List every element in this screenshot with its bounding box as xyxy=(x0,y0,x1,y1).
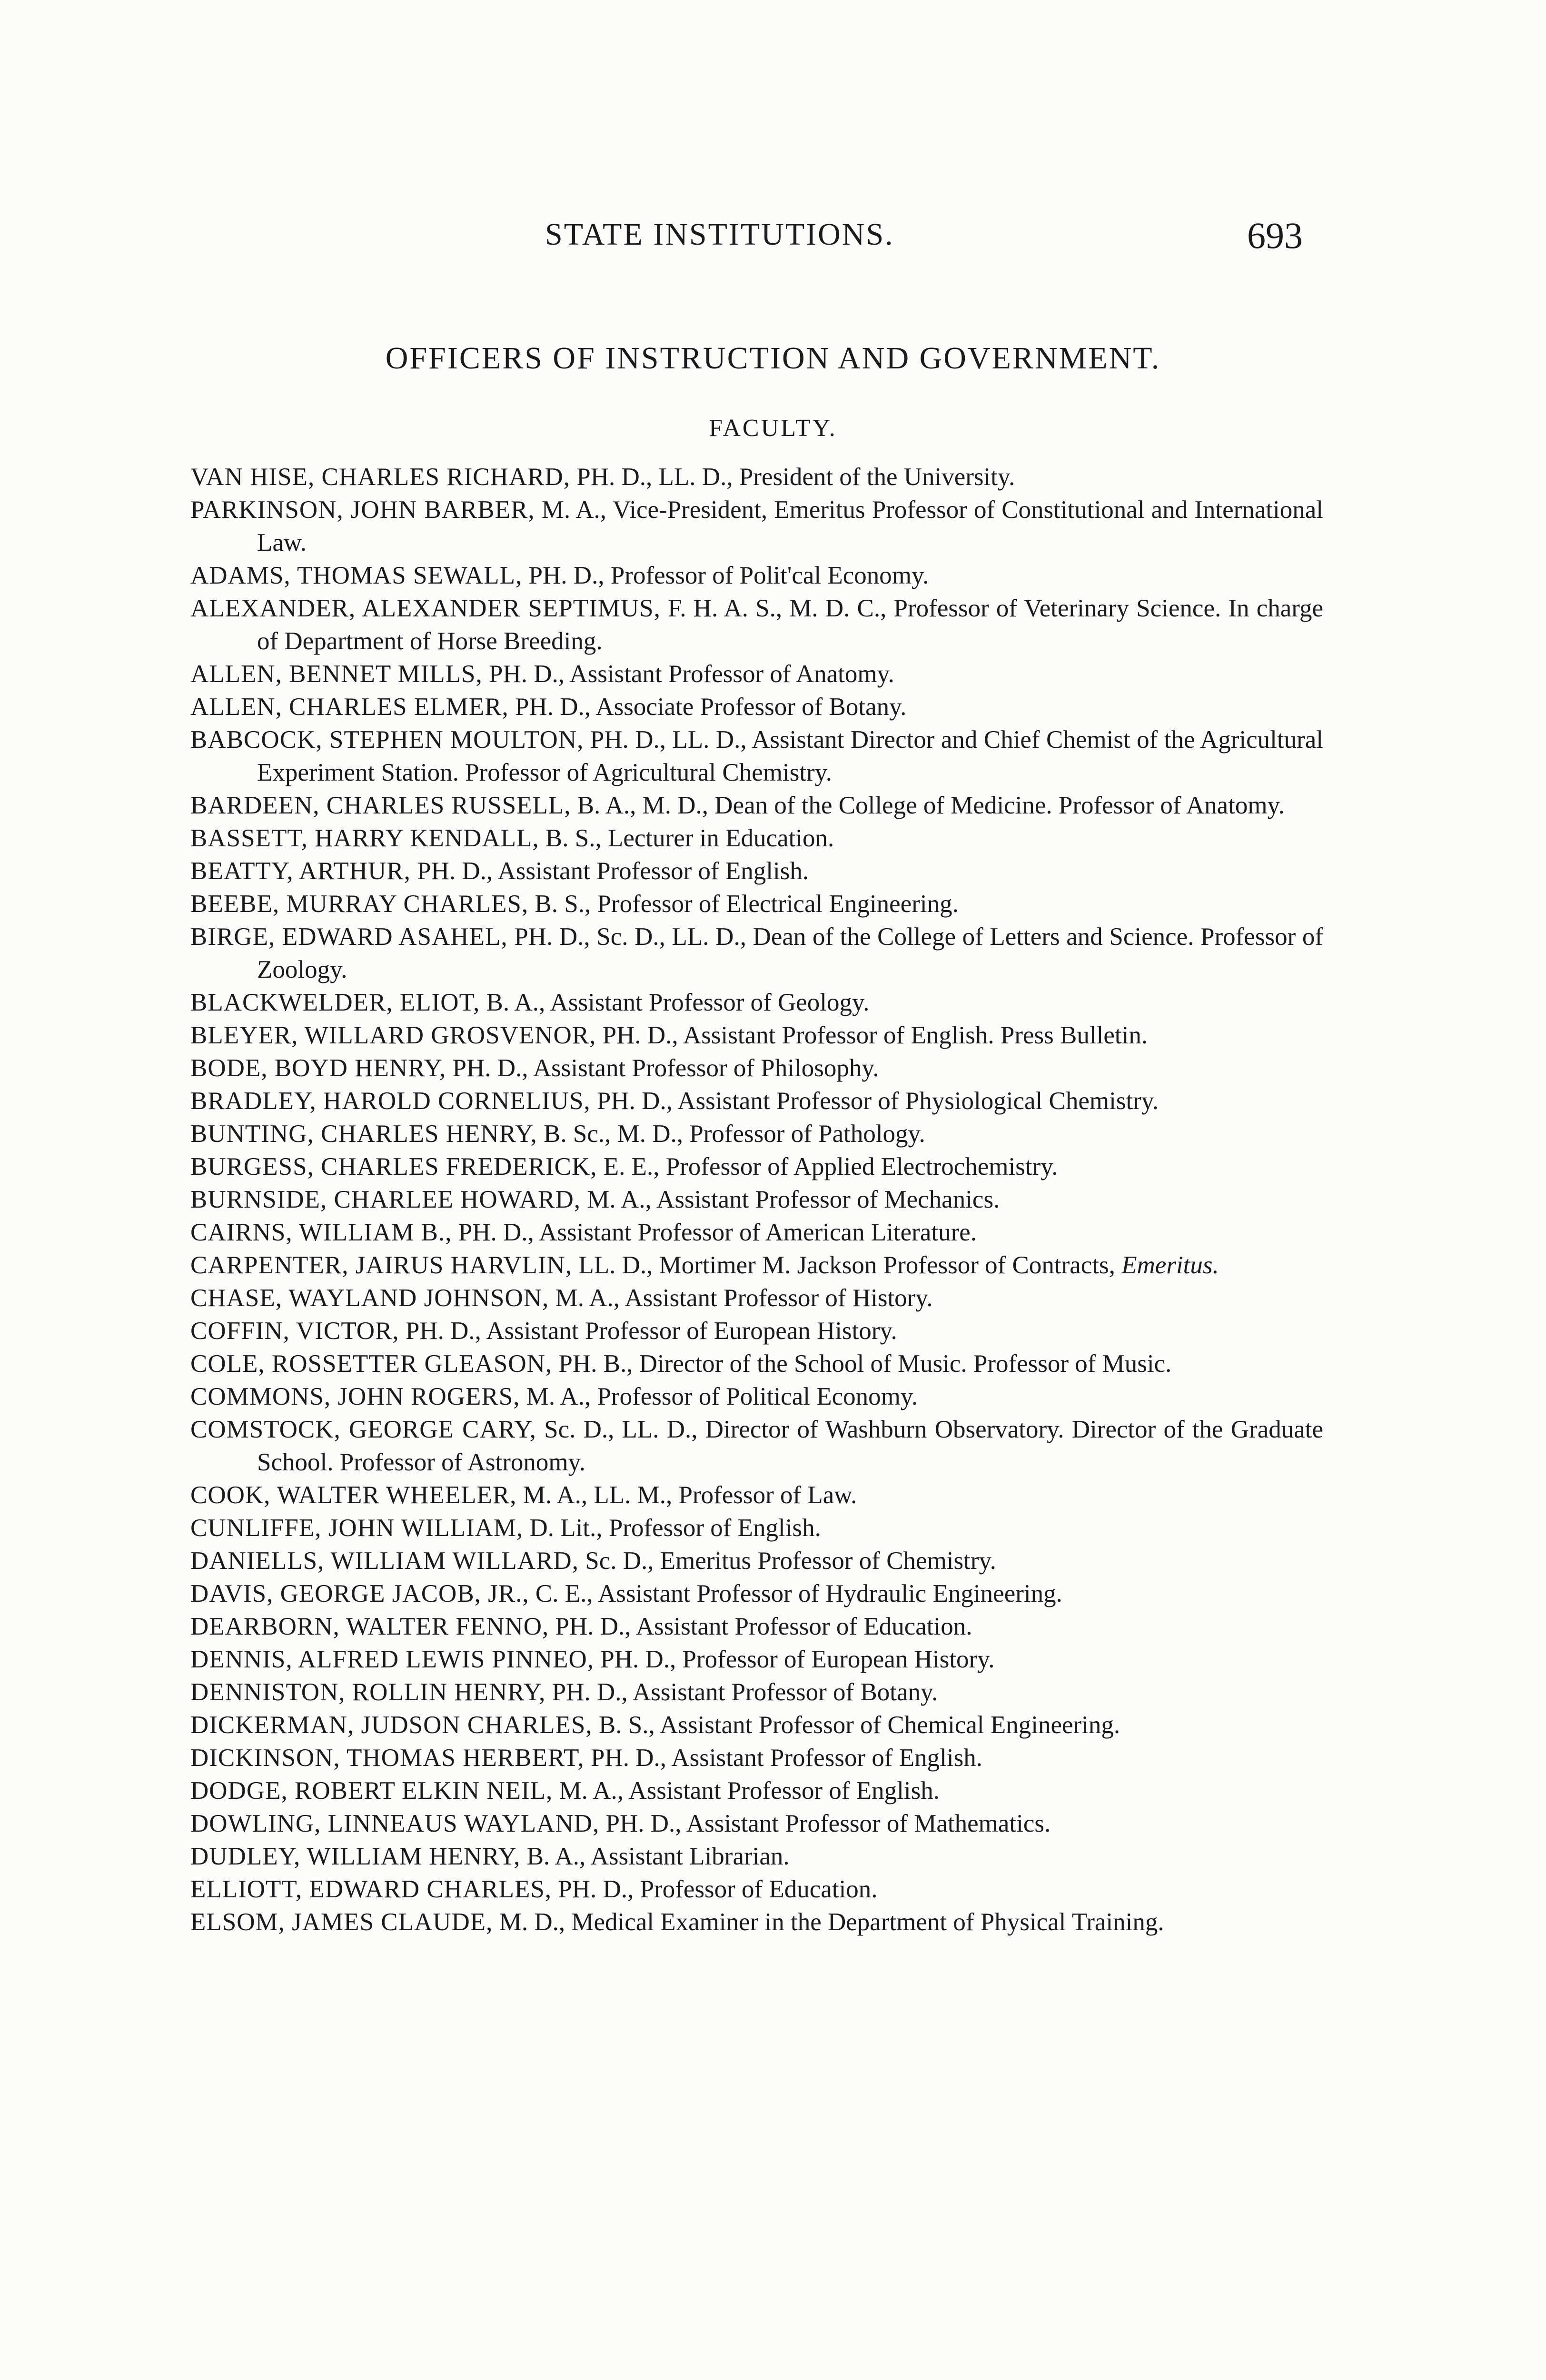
faculty-entry xyxy=(190,1282,1323,1315)
faculty-entry xyxy=(190,592,1323,658)
faculty-details: B. Sc., M. D., Professor of Pathology. xyxy=(544,1120,925,1148)
faculty-name: DUDLEY, WILLIAM HENRY, xyxy=(190,1843,521,1870)
faculty-details: PH. D., Assistant Professor of English. Press Bulletin. xyxy=(602,1021,1148,1049)
faculty-entry xyxy=(190,888,1323,921)
faculty-entry xyxy=(190,1249,1323,1282)
faculty-entry xyxy=(190,1643,1323,1676)
faculty-details: PH. D., Assistant Professor of Philosophy. xyxy=(452,1054,879,1082)
faculty-entry xyxy=(190,822,1323,855)
faculty-details: B. A., Assistant Professor of Geology. xyxy=(486,989,870,1016)
faculty-entry xyxy=(190,1019,1323,1052)
faculty-details: PH. D., Assistant Professor of Education. xyxy=(555,1613,972,1640)
faculty-entry xyxy=(190,1118,1323,1150)
section-title: OFFICERS OF INSTRUCTION AND GOVERNMENT. xyxy=(385,341,1161,376)
faculty-entry xyxy=(190,559,1323,592)
faculty-entry xyxy=(190,1742,1323,1775)
faculty-details: M. A., Assistant Professor of English. xyxy=(559,1777,940,1805)
faculty-details: M. A., Vice-President, Emeritus Professor of Constitutional and International Law. xyxy=(257,496,1324,556)
faculty-entry xyxy=(190,1775,1323,1807)
faculty-details-italic: Emeritus. xyxy=(1121,1251,1219,1279)
faculty-details: PH. D., Sc. D., LL. D., Dean of the College of Letters and Science. Professor of Zoology. xyxy=(257,923,1324,983)
faculty-heading: FACULTY. xyxy=(709,415,837,442)
faculty-name: DODGE, ROBERT ELKIN NEIL, xyxy=(190,1777,553,1805)
faculty-details: B. S., Professor of Electrical Engineering. xyxy=(535,890,959,918)
faculty-details: F. H. A. S., M. D. C., Professor of Veterinary Science. In charge of Department of Horse Breeding. xyxy=(257,595,1323,655)
faculty-name: ELLIOTT, EDWARD CHARLES, xyxy=(190,1875,552,1903)
faculty-name: COLE, ROSSETTER GLEASON, xyxy=(190,1350,553,1378)
faculty-entry xyxy=(190,1512,1323,1545)
page-header xyxy=(0,217,1546,259)
faculty-name: BLEYER, WILLARD GROSVENOR, xyxy=(190,1021,596,1049)
faculty-name: ADAMS, THOMAS SEWALL, xyxy=(190,562,523,589)
faculty-details: PH. D., Assistant Professor of American Literature. xyxy=(458,1219,977,1246)
faculty-details: PH. D., Assistant Professor of Physiological Chemistry. xyxy=(596,1087,1159,1115)
faculty-name: ELSOM, JAMES CLAUDE, xyxy=(190,1908,493,1936)
faculty-name: DANIELLS, WILLIAM WILLARD, xyxy=(190,1547,579,1575)
faculty-details: LL. D., Mortimer M. Jackson Professor of Contracts, xyxy=(578,1251,1115,1279)
faculty-name: COMSTOCK, GEORGE CARY, xyxy=(190,1416,536,1443)
faculty-details: PH. D., LL. D., President of the University. xyxy=(576,463,1015,491)
faculty-name: DAVIS, GEORGE JACOB, JR., xyxy=(190,1580,529,1607)
faculty-entry xyxy=(190,1479,1323,1512)
faculty-name: DICKINSON, THOMAS HERBERT, xyxy=(190,1744,585,1772)
faculty-entry xyxy=(190,494,1323,559)
faculty-entry xyxy=(190,1380,1323,1413)
faculty-details: C. E., Assistant Professor of Hydraulic Engineering. xyxy=(535,1580,1062,1607)
faculty-details: PH. D., Assistant Professor of Botany. xyxy=(552,1678,938,1706)
faculty-name: BLACKWELDER, ELIOT, xyxy=(190,989,480,1016)
faculty-entry xyxy=(190,1183,1323,1216)
faculty-details: PH. D., LL. D., Assistant Director and Chief Chemist of the Agricultural Experiment Station. Professor of Agricultural Chemistry. xyxy=(257,726,1323,786)
faculty-name: BARDEEN, CHARLES RUSSELL, xyxy=(190,792,571,819)
faculty-details: D. Lit., Professor of English. xyxy=(529,1514,821,1542)
faculty-entry xyxy=(190,691,1323,724)
faculty-name: BUNTING, CHARLES HENRY, xyxy=(190,1120,537,1148)
faculty-details: Sc. D., Emeritus Professor of Chemistry. xyxy=(585,1547,996,1575)
faculty-details: PH. D., Assistant Professor of English. xyxy=(417,857,809,885)
faculty-name: DEARBORN, WALTER FENNO, xyxy=(190,1613,549,1640)
faculty-name: COOK, WALTER WHEELER, xyxy=(190,1481,517,1509)
faculty-details: M. A., LL. M., Professor of Law. xyxy=(523,1481,857,1509)
faculty-details: B. S., Lecturer in Education. xyxy=(545,824,834,852)
faculty-details: B. S., Assistant Professor of Chemical Engineering. xyxy=(598,1711,1120,1739)
faculty-entry xyxy=(190,1348,1323,1380)
faculty-details: PH. D., Assistant Professor of European History. xyxy=(405,1317,897,1345)
faculty-entry xyxy=(190,789,1323,822)
faculty-name: BURGESS, CHARLES FREDERICK, xyxy=(190,1153,597,1180)
faculty-details: PH. D., Assistant Professor of Anatomy. xyxy=(489,660,894,688)
faculty-details: PH. D., Professor of Polit'cal Economy. xyxy=(528,562,929,589)
faculty-details: PH. D., Associate Professor of Botany. xyxy=(515,693,907,721)
faculty-details: PH. D., Professor of Education. xyxy=(558,1875,878,1903)
faculty-entry xyxy=(190,986,1323,1019)
faculty-entry xyxy=(190,724,1323,789)
faculty-details: M. A., Assistant Professor of Mechanics. xyxy=(587,1186,1000,1213)
faculty-name: DENNIS, ALFRED LEWIS PINNEO, xyxy=(190,1646,594,1673)
faculty-entry xyxy=(190,1315,1323,1348)
faculty-name: BEEBE, MURRAY CHARLES, xyxy=(190,890,529,918)
faculty-details: B. A., M. D., Dean of the College of Medicine. Professor of Anatomy. xyxy=(577,792,1285,819)
faculty-entry xyxy=(190,1577,1323,1610)
faculty-list xyxy=(190,461,1323,1939)
faculty-name: DENNISTON, ROLLIN HENRY, xyxy=(190,1678,546,1706)
faculty-entry xyxy=(190,461,1323,494)
faculty-name: COMMONS, JOHN ROGERS, xyxy=(190,1383,520,1410)
faculty-name: VAN HISE, CHARLES RICHARD, xyxy=(190,463,571,491)
faculty-name: DOWLING, LINNEAUS WAYLAND, xyxy=(190,1810,600,1837)
faculty-details: B. A., Assistant Librarian. xyxy=(526,1843,790,1870)
faculty-entry xyxy=(190,1840,1323,1873)
faculty-name: ALLEN, CHARLES ELMER, xyxy=(190,693,509,721)
faculty-entry xyxy=(190,1610,1323,1643)
faculty-name: CHASE, WAYLAND JOHNSON, xyxy=(190,1284,549,1312)
faculty-entry xyxy=(190,1413,1323,1479)
faculty-entry xyxy=(190,1676,1323,1709)
faculty-name: CARPENTER, JAIRUS HARVLIN, xyxy=(190,1251,573,1279)
faculty-name: CUNLIFFE, JOHN WILLIAM, xyxy=(190,1514,524,1542)
page-number: 693 xyxy=(1247,215,1303,256)
faculty-entry xyxy=(190,1216,1323,1249)
faculty-entry xyxy=(190,1906,1323,1939)
faculty-name: BODE, BOYD HENRY, xyxy=(190,1054,446,1082)
faculty-details: PH. B., Director of the School of Music. Professor of Music. xyxy=(558,1350,1172,1378)
faculty-details: E. E., Professor of Applied Electrochemistry. xyxy=(603,1153,1058,1180)
faculty-name: BASSETT, HARRY KENDALL, xyxy=(190,824,539,852)
faculty-details: PH. D., Professor of European History. xyxy=(600,1646,995,1673)
faculty-entry xyxy=(190,1052,1323,1085)
faculty-name: ALLEN, BENNET MILLS, xyxy=(190,660,483,688)
faculty-entry xyxy=(190,1709,1323,1742)
faculty-entry xyxy=(190,1085,1323,1118)
faculty-entry xyxy=(190,1807,1323,1840)
faculty-entry xyxy=(190,921,1323,986)
faculty-name: BURNSIDE, CHARLEE HOWARD, xyxy=(190,1186,581,1213)
faculty-name: BABCOCK, STEPHEN MOULTON, xyxy=(190,726,584,754)
faculty-details: PH. D., Assistant Professor of English. xyxy=(590,1744,982,1772)
faculty-entry xyxy=(190,855,1323,888)
faculty-name: CAIRNS, WILLIAM B., xyxy=(190,1219,452,1246)
faculty-entry xyxy=(190,1545,1323,1577)
faculty-details: Sc. D., LL. D., Director of Washburn Observatory. Director of the Graduate School. Professor of Astronomy. xyxy=(257,1416,1324,1476)
faculty-details: M. A., Professor of Political Economy. xyxy=(526,1383,918,1410)
faculty-details: M. D., Medical Examiner in the Department of Physical Training. xyxy=(499,1908,1164,1936)
faculty-entry xyxy=(190,658,1323,691)
faculty-name: BEATTY, ARTHUR, xyxy=(190,857,411,885)
faculty-name: BRADLEY, HAROLD CORNELIUS, xyxy=(190,1087,591,1115)
running-head: STATE INSTITUTIONS. xyxy=(545,217,894,252)
faculty-name: DICKERMAN, JUDSON CHARLES, xyxy=(190,1711,593,1739)
faculty-entry xyxy=(190,1150,1323,1183)
faculty-name: BIRGE, EDWARD ASAHEL, xyxy=(190,923,508,951)
faculty-details: M. A., Assistant Professor of History. xyxy=(555,1284,933,1312)
faculty-name: PARKINSON, JOHN BARBER, xyxy=(190,496,535,524)
faculty-details: PH. D., Assistant Professor of Mathematics. xyxy=(605,1810,1051,1837)
faculty-name: ALEXANDER, ALEXANDER SEPTIMUS, xyxy=(190,595,661,622)
faculty-entry xyxy=(190,1873,1323,1906)
faculty-name: COFFIN, VICTOR, xyxy=(190,1317,399,1345)
